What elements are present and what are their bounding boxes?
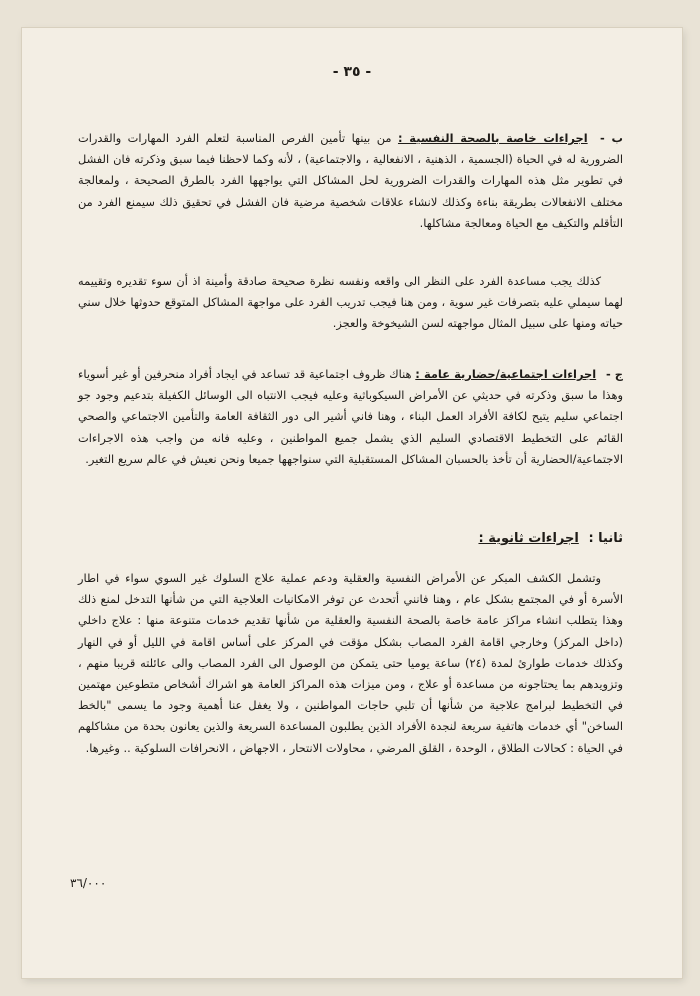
section-j-heading: اجراءات اجتماعية/حضارية عامة : xyxy=(415,367,597,381)
page-number: - ٣٥ - xyxy=(332,64,372,80)
footer-code: ٣٦/٠٠٠ xyxy=(70,876,107,890)
section-2-title xyxy=(78,528,623,549)
section-j-body: هناك ظروف اجتماعية قد تساعد في ايجاد أفراد منحرفين أو غير أسوياء وهذا ما سبق وذكرته في حديثي عن الأمراض السيكوباثية وعليه فيجب الانتباه الى الوسائل الكفيلة بتدعيم وجود جو اجتماعي سليم يتيح لكافة الأفراد العمل البناء ، وهنا فاني أشير الى دور الثقافة العامة والتأمين الاجتماعي والصحي القائم على التخطيط الاقتصادي السليم الذي يشمل جميع المواطنين ، وعليه فانه من واجب هذه الاجراءات الاجتماعية/الحضارية أن تأخذ بالحسبان المشاكل المستقبلية التي سنواجهها جميعا ونحن نعيش في عالم سريع التغير. xyxy=(78,367,623,466)
paragraph-4: وتشمل الكشف المبكر عن الأمراض النفسية والعقلية ودعم عملية علاج السلوك غير السوي سواء في اطار الأسرة أو في المجتمع بشكل عام ، وهنا فانني أتحدث عن توفر الامكانيات العلاجية التي من شأنها التدخل لمنع ذلك وهذا يتطلب انشاء مراكز عامة خاصة بالصحة النفسية والعقلية من شأنها تقديم خدمات متنوعة منها : علاج داخلي (داخل المركز) وخارجي اقامة الفرد المصاب بشكل مؤقت في المركز على أساس اقامة في الليل أو في النهار وكذلك خدمات طوارئ لمدة (٢٤) ساعة يوميا حتى يتمكن من الوصول الى الفرد المصاب والى عائلته قريبا منهم ، وتزويدهم بما يحتاجونه من مساعدة أو علاج ، ومن ميزات هذه المراكز العامة هو اشراك أشخاص متطوعين مهتمين في التخطيط لبرامج علاجية من شأنها أن تلبي حاجات المواطنين ، ولا يغفل عنا أهمية وجود ما يسمى "بالخط الساخن" أي خدمات هاتفية سريعة لنجدة الأفراد الذين يطلبون المساعدة السريعة والذين يعانون بحدة من مشاكلهم في الحياة : كحالات الطلاق ، الوحدة ، القلق المرضي ، محاولات الانتحار ، الاجهاض ، الانحرافات السلوكية .. وغيرها. xyxy=(78,571,624,755)
section-2-heading: اجراءات ثانوية : xyxy=(478,531,579,546)
section-b-body: من بينها تأمين الفرص المناسبة لتعلم الفرد المهارات والقدرات الضرورية له في الحياة (الجسمية ، الذهنية ، الانفعالية ، والاجتماعية) ، لأنه وكما لاحظنا فيما سبق وذكرته فان الفشل في تطوير مثل هذه المهارات والقدرات الضرورية لحل المشاكل التي يواجهها الفرد بالطرق الصحيحة ، ولمعالجة مختلف الانفعالات بطريقة بناءة وكذلك لانشاء علاقات شخصية مرضية فان الفشل في تحقيق ذلك سيمنع الفرد من التأقلم والتكيف مع الحياة ومعالجة مشاكلها. xyxy=(78,131,623,230)
section-b xyxy=(78,128,623,234)
paragraph-2: كذلك يجب مساعدة الفرد على النظر الى واقعه ونفسه نظرة صحيحة صادقة وأمينة اذ أن سوء تقديره وتقييمه لهما سيملي عليه بتصرفات غير سوية ، ومن هنا فيجب تدريب الفرد على مواجهة المشاكل المتوقع حدوثها خلال سني حياته ومنها على سبيل المثال مواجهته لسن الشيخوخة والعجز. xyxy=(78,274,623,331)
document-page xyxy=(22,28,682,978)
section-2-marker: ثانيا : xyxy=(588,531,623,546)
section-j-marker: ج - xyxy=(605,367,623,381)
section-b-heading: اجراءات خاصة بالصحة النفسية : xyxy=(397,131,588,145)
section-b-marker: ب - xyxy=(600,131,623,145)
section-j xyxy=(78,364,623,470)
